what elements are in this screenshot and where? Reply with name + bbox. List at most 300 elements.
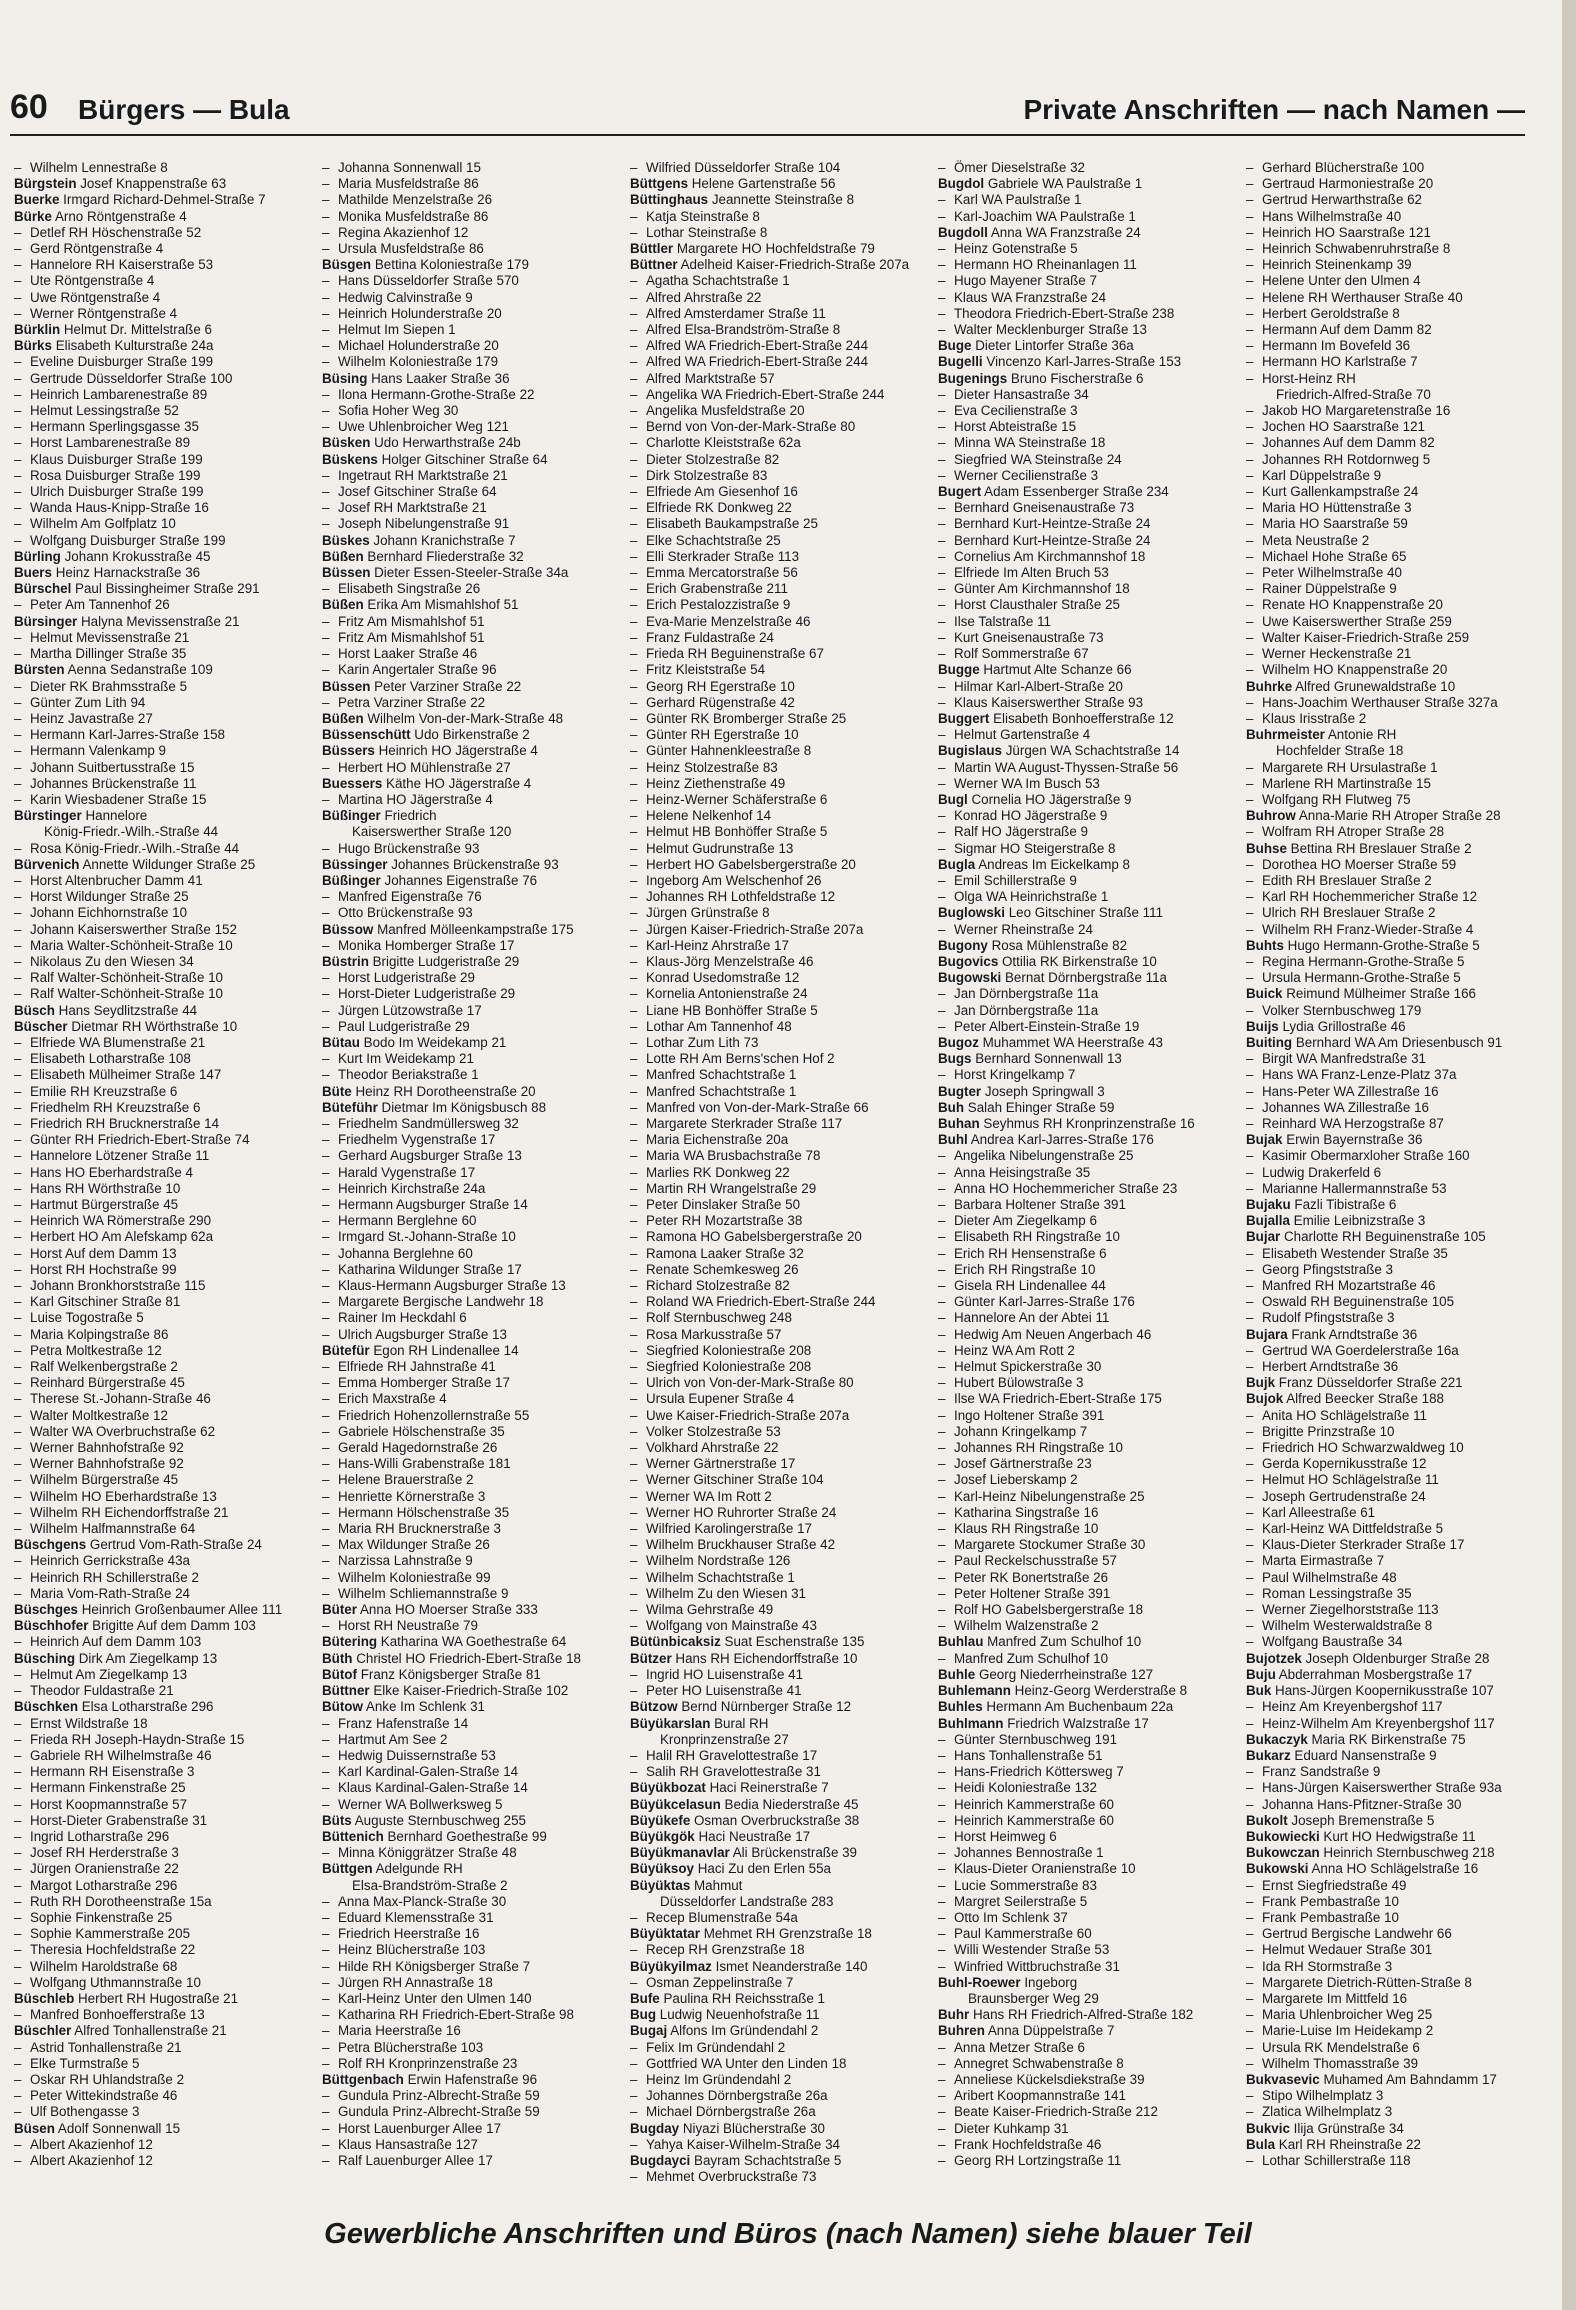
surname-entry bbox=[1246, 1019, 1548, 1035]
surname: Bujalla bbox=[1246, 1213, 1290, 1229]
entry-text: Andrea Karl-Jarres-Straße 176 bbox=[970, 1132, 1154, 1148]
repeat-dash: – bbox=[14, 419, 22, 435]
list-item bbox=[938, 2104, 1240, 2120]
entry-text: Dieter Kuhkamp 31 bbox=[954, 2120, 1069, 2136]
entry-text: Theodor Beriakstraße 1 bbox=[338, 1067, 479, 1083]
repeat-dash: – bbox=[1246, 289, 1254, 305]
surname-entry bbox=[938, 857, 1240, 873]
list-item bbox=[14, 1100, 316, 1116]
list-item bbox=[322, 2007, 624, 2023]
repeat-dash: – bbox=[322, 1197, 330, 1212]
entry-text: Monika Homberger Straße 17 bbox=[338, 937, 515, 953]
repeat-dash: – bbox=[630, 2071, 638, 2087]
repeat-dash: – bbox=[1246, 2023, 1254, 2039]
entry-text: Günter Am Kirchmannshof 18 bbox=[954, 581, 1130, 597]
list-item bbox=[938, 873, 1240, 889]
entry-text: Theodora Friedrich-Ebert-Straße 238 bbox=[954, 305, 1175, 321]
entry-text: Otto Brückenstraße 93 bbox=[338, 905, 473, 921]
surname: Büschler bbox=[14, 2023, 72, 2039]
surname-entry bbox=[938, 1084, 1240, 1100]
repeat-dash: – bbox=[1246, 354, 1254, 370]
entry-text: Heinrich Großenbaumer Allee 111 bbox=[81, 1602, 283, 1618]
surname: Bürvenich bbox=[14, 856, 80, 872]
repeat-dash: – bbox=[630, 565, 638, 581]
surname-entry bbox=[322, 743, 624, 759]
repeat-dash: – bbox=[630, 1423, 638, 1439]
entry-text: Gerda Kopernikusstraße 12 bbox=[1262, 1456, 1427, 1472]
list-item bbox=[14, 2088, 316, 2104]
surname: Bujk bbox=[1246, 1375, 1276, 1391]
repeat-dash: – bbox=[1246, 192, 1254, 208]
list-item bbox=[322, 1278, 624, 1294]
list-item bbox=[938, 1602, 1240, 1618]
list-item bbox=[630, 1391, 932, 1407]
repeat-dash: – bbox=[1246, 1148, 1254, 1164]
entry-text: Haci Zu den Erlen 55a bbox=[697, 1861, 831, 1877]
list-item bbox=[630, 2056, 932, 2072]
repeat-dash: – bbox=[14, 1893, 22, 1909]
list-item bbox=[630, 1197, 932, 1213]
repeat-dash: – bbox=[630, 1034, 638, 1050]
list-item bbox=[14, 1505, 316, 1521]
entry-text: Lothar Steinstraße 8 bbox=[646, 224, 768, 240]
repeat-dash: – bbox=[938, 1472, 946, 1488]
entry-text: Halyna Mevissenstraße 21 bbox=[80, 613, 240, 629]
repeat-dash: – bbox=[630, 1942, 638, 1958]
repeat-dash: – bbox=[322, 1294, 330, 1310]
surname-entry bbox=[14, 1537, 316, 1553]
entry-text: Hartmut Am See 2 bbox=[338, 1731, 448, 1747]
entry-text: Gerhard Augsburger Straße 13 bbox=[338, 1148, 522, 1164]
repeat-dash: – bbox=[938, 2136, 946, 2152]
list-item bbox=[322, 225, 624, 241]
repeat-dash: – bbox=[1246, 1504, 1254, 1520]
surname-entry bbox=[322, 371, 624, 387]
repeat-dash: – bbox=[14, 1504, 22, 1520]
entry-text: Wilhelm Lennestraße 8 bbox=[30, 160, 168, 175]
repeat-dash: – bbox=[938, 597, 946, 613]
entry-text: Frank Pembastraße 10 bbox=[1262, 1893, 1399, 1909]
repeat-dash: – bbox=[322, 2007, 330, 2023]
entry-text: Josef RH Marktstraße 21 bbox=[338, 500, 487, 516]
entry-text: Hugo Brückenstraße 93 bbox=[338, 840, 480, 856]
list-item bbox=[322, 1327, 624, 1343]
list-item bbox=[14, 889, 316, 905]
entry-text: Johannes Dörnbergstraße 26a bbox=[646, 2088, 828, 2104]
entry-text: Jakob HO Margaretenstraße 16 bbox=[1262, 403, 1451, 419]
entry-text: Alfred Amsterdamer Straße 11 bbox=[646, 305, 826, 321]
list-item bbox=[322, 2153, 624, 2169]
surname-entry bbox=[322, 954, 624, 970]
surname: Bütünbicaksiz bbox=[630, 1634, 721, 1650]
list-item bbox=[938, 403, 1240, 419]
entry-text: Johann Kaiserswerther Straße 152 bbox=[30, 921, 237, 937]
entry-text: Stipo Wilhelmplatz 3 bbox=[1262, 2088, 1384, 2104]
entry-text: Hannelore An der Abtei 11 bbox=[954, 1310, 1110, 1326]
repeat-dash: – bbox=[14, 1909, 22, 1925]
entry-text: Petra Varziner Straße 22 bbox=[338, 694, 486, 710]
column-1 bbox=[14, 160, 316, 2190]
list-item bbox=[630, 1100, 932, 1116]
list-item bbox=[630, 1229, 932, 1245]
list-item bbox=[14, 1570, 316, 1586]
list-item bbox=[1246, 1926, 1548, 1942]
surname: Bugter bbox=[938, 1083, 982, 1099]
repeat-dash: – bbox=[630, 500, 638, 516]
entry-text: Alfred Elsa-Brandström-Straße 8 bbox=[646, 322, 841, 338]
entry-text: Wilhelm Bruckhauser Straße 42 bbox=[646, 1537, 836, 1553]
entry-text: Ingo Holtener Straße 391 bbox=[954, 1407, 1105, 1423]
surname: Büsken bbox=[322, 435, 371, 451]
repeat-dash: – bbox=[14, 1440, 22, 1456]
entry-text: Barbara Holtener Straße 391 bbox=[954, 1197, 1126, 1212]
list-item bbox=[630, 857, 932, 873]
repeat-dash: – bbox=[630, 1569, 638, 1585]
repeat-dash: – bbox=[938, 273, 946, 289]
repeat-dash: – bbox=[630, 1764, 638, 1780]
repeat-dash: – bbox=[14, 1326, 22, 1342]
surname: Buijs bbox=[1246, 1018, 1279, 1034]
list-item bbox=[1246, 2056, 1548, 2072]
repeat-dash: – bbox=[938, 257, 946, 273]
list-item bbox=[322, 1019, 624, 1035]
repeat-dash: – bbox=[630, 484, 638, 500]
name-range: Bürgers — Bula bbox=[78, 94, 290, 125]
entry-text: Brigitte Ludgeristraße 29 bbox=[372, 953, 520, 969]
list-item bbox=[1246, 1051, 1548, 1067]
entry-text: Heinz Harnackstraße 36 bbox=[55, 565, 201, 581]
repeat-dash: – bbox=[630, 1683, 638, 1699]
entry-text: Eva Cecilienstraße 3 bbox=[954, 403, 1078, 419]
entry-text: Hartmut Bürgerstraße 45 bbox=[30, 1197, 179, 1212]
list-item bbox=[938, 2153, 1240, 2169]
surname-entry bbox=[1246, 1651, 1548, 1667]
surname: Bugdayci bbox=[630, 2152, 691, 2168]
surname: Büssen bbox=[322, 565, 371, 581]
surname: Büssen bbox=[322, 678, 371, 694]
repeat-dash: – bbox=[322, 1521, 330, 1537]
repeat-dash: – bbox=[938, 678, 946, 694]
surname: Buers bbox=[14, 565, 52, 581]
list-item bbox=[938, 2056, 1240, 2072]
repeat-dash: – bbox=[630, 467, 638, 483]
repeat-dash: – bbox=[1246, 257, 1254, 273]
entry-text: Margret Seilerstraße 5 bbox=[954, 1893, 1088, 1909]
entry-text: Leo Gitschiner Straße 111 bbox=[1008, 905, 1164, 921]
entry-text: Elsa Lotharstraße 296 bbox=[81, 1699, 214, 1715]
surname: Buhan bbox=[938, 1115, 980, 1131]
list-item bbox=[630, 711, 932, 727]
list-item bbox=[938, 776, 1240, 792]
list-item bbox=[1246, 1780, 1548, 1796]
list-item bbox=[14, 2040, 316, 2056]
surname: Bukowczan bbox=[1246, 1845, 1320, 1861]
surname-entry bbox=[1246, 938, 1548, 954]
column-4 bbox=[938, 160, 1240, 2190]
repeat-dash: – bbox=[938, 565, 946, 581]
entry-text: Klaus Kaiserswerther Straße 93 bbox=[954, 694, 1144, 710]
repeat-dash: – bbox=[322, 1974, 330, 1990]
entry-text: Birgit WA Manfredstraße 31 bbox=[1262, 1051, 1426, 1067]
repeat-dash: – bbox=[322, 905, 330, 921]
list-item bbox=[14, 1197, 316, 1213]
surname: Bukvasevic bbox=[1246, 2071, 1320, 2087]
entry-text: Jan Dörnbergstraße 11a bbox=[954, 986, 1099, 1002]
repeat-dash: – bbox=[630, 775, 638, 791]
list-item bbox=[938, 500, 1240, 516]
entry-text: Siegfried WA Steinstraße 24 bbox=[954, 451, 1122, 467]
entry-text: Karl Kardinal-Galen-Straße 14 bbox=[338, 1764, 519, 1780]
repeat-dash: – bbox=[938, 1877, 946, 1893]
repeat-dash: – bbox=[322, 1132, 330, 1148]
entry-text: Friedhelm RH Kreuzstraße 6 bbox=[30, 1099, 201, 1115]
repeat-dash: – bbox=[322, 1391, 330, 1407]
repeat-dash: – bbox=[14, 678, 22, 694]
repeat-dash: – bbox=[322, 1326, 330, 1342]
repeat-dash: – bbox=[938, 889, 946, 905]
surname: Büyükgök bbox=[630, 1828, 695, 1844]
repeat-dash: – bbox=[630, 1164, 638, 1180]
surname-entry bbox=[14, 1991, 316, 2007]
entry-text: Michael Dörnbergstraße 26a bbox=[646, 2104, 816, 2120]
entry-text: Reinhard Bürgerstraße 45 bbox=[30, 1375, 185, 1391]
surname: Büssinger bbox=[322, 856, 388, 872]
list-item bbox=[938, 1926, 1240, 1942]
column-5 bbox=[1246, 160, 1548, 2190]
list-item bbox=[14, 468, 316, 484]
entry-text: Anna-Marie RH Atroper Straße 28 bbox=[1298, 808, 1501, 824]
entry-text: Hermann Valenkamp 9 bbox=[30, 743, 166, 759]
list-item bbox=[322, 1294, 624, 1310]
entry-text: Karl RH Hochemmericher Straße 12 bbox=[1262, 889, 1478, 905]
list-item bbox=[1246, 646, 1548, 662]
list-item bbox=[322, 387, 624, 403]
list-item bbox=[630, 1521, 932, 1537]
entry-text: Peter Wittekindstraße 46 bbox=[30, 2088, 178, 2104]
repeat-dash: – bbox=[630, 743, 638, 759]
entry-text: Werner Heckenstraße 21 bbox=[1262, 646, 1412, 662]
surname-entry bbox=[938, 2007, 1240, 2023]
entry-text: Ismet Neanderstraße 140 bbox=[715, 1958, 868, 1974]
surname: Büstrin bbox=[322, 953, 369, 969]
list-item bbox=[630, 630, 932, 646]
repeat-dash: – bbox=[630, 1261, 638, 1277]
repeat-dash: – bbox=[322, 1213, 330, 1229]
list-item bbox=[14, 1213, 316, 1229]
surname: Büttgenbach bbox=[322, 2071, 404, 2087]
repeat-dash: – bbox=[630, 1067, 638, 1083]
list-item bbox=[1246, 662, 1548, 678]
list-item bbox=[1246, 1294, 1548, 1310]
surname: Büteführ bbox=[322, 1099, 378, 1115]
list-item bbox=[14, 1035, 316, 1051]
surname: Büschges bbox=[14, 1602, 78, 1618]
surname-entry bbox=[1246, 1035, 1548, 1051]
repeat-dash: – bbox=[938, 2071, 946, 2087]
entry-text: Ralf Walter-Schönheit-Straße 10 bbox=[30, 986, 224, 1002]
entry-text: Werner WA Bollwerksweg 5 bbox=[338, 1796, 503, 1812]
surname: Buhr bbox=[938, 2007, 970, 2023]
entry-text: Heinz-Georg Werderstraße 8 bbox=[1014, 1683, 1188, 1699]
repeat-dash: – bbox=[630, 1909, 638, 1925]
entry-text: Lothar Zum Lith 73 bbox=[646, 1034, 759, 1050]
repeat-dash: – bbox=[14, 1780, 22, 1796]
entry-text: Hugo Hermann-Grothe-Straße 5 bbox=[1287, 937, 1480, 953]
entry-text: Wolfgang RH Flutweg 75 bbox=[1262, 791, 1411, 807]
list-item bbox=[938, 290, 1240, 306]
repeat-dash: – bbox=[322, 1261, 330, 1277]
repeat-dash: – bbox=[1246, 1780, 1254, 1796]
list-item bbox=[1246, 403, 1548, 419]
repeat-dash: – bbox=[630, 953, 638, 969]
list-item bbox=[1246, 1634, 1548, 1650]
repeat-dash: – bbox=[14, 2136, 22, 2152]
list-item bbox=[630, 873, 932, 889]
entry-text: Johann Krokusstraße 45 bbox=[64, 548, 211, 564]
surname: Bürling bbox=[14, 548, 61, 564]
repeat-dash: – bbox=[630, 581, 638, 597]
list-item bbox=[322, 1310, 624, 1326]
list-item bbox=[630, 1489, 932, 1505]
surname: Bütering bbox=[322, 1634, 378, 1650]
repeat-dash: – bbox=[322, 516, 330, 532]
list-item bbox=[322, 1067, 624, 1083]
surname-entry bbox=[14, 1602, 316, 1618]
entry-text: Günter Karl-Jarres-Straße 176 bbox=[954, 1294, 1135, 1310]
entry-text: Horst Ludgeristraße 29 bbox=[338, 970, 475, 986]
entry-text: Heinrich HO Jägerstraße 4 bbox=[378, 743, 538, 759]
entry-text: Dietmar Im Königsbusch 88 bbox=[381, 1099, 547, 1115]
list-item bbox=[14, 922, 316, 938]
list-item bbox=[630, 1570, 932, 1586]
list-item bbox=[14, 1310, 316, 1326]
surname-entry bbox=[630, 1829, 932, 1845]
repeat-dash: – bbox=[322, 937, 330, 953]
surname: Bugenings bbox=[938, 370, 1008, 386]
repeat-dash: – bbox=[14, 775, 22, 791]
list-item bbox=[630, 225, 932, 241]
entry-text: Walter Moltkestraße 12 bbox=[30, 1407, 168, 1423]
entry-text: Heinz Im Gründendahl 2 bbox=[646, 2071, 792, 2087]
entry-text: Hannelore RH Kaiserstraße 53 bbox=[30, 257, 214, 273]
page-number: 60 bbox=[10, 88, 48, 126]
list-item bbox=[1246, 160, 1548, 176]
surname-entry bbox=[1246, 841, 1548, 857]
repeat-dash: – bbox=[630, 386, 638, 402]
entry-text: Hermann HO Rheinanlagen 11 bbox=[954, 257, 1137, 273]
entry-text: Irmgard St.-Johann-Straße 10 bbox=[338, 1229, 516, 1245]
repeat-dash: – bbox=[322, 1488, 330, 1504]
repeat-dash: – bbox=[630, 548, 638, 564]
entry-text: Bayram Schachtstraße 5 bbox=[694, 2152, 842, 2168]
list-item bbox=[1246, 2007, 1548, 2023]
entry-text: Willi Westender Straße 53 bbox=[954, 1942, 1110, 1958]
entry-text: Wilhelm Bürgerstraße 45 bbox=[30, 1472, 179, 1488]
repeat-dash: – bbox=[14, 500, 22, 516]
repeat-dash: – bbox=[322, 273, 330, 289]
repeat-dash: – bbox=[322, 1018, 330, 1034]
list-item bbox=[938, 160, 1240, 176]
list-item bbox=[630, 1246, 932, 1262]
surname: Buiting bbox=[1246, 1034, 1293, 1050]
list-item bbox=[630, 1132, 932, 1148]
entry-text: Maria Walter-Schönheit-Straße 10 bbox=[30, 937, 233, 953]
list-item bbox=[938, 1618, 1240, 1634]
entry-text: Dieter Am Ziegelkamp 6 bbox=[954, 1213, 1097, 1229]
surname-entry bbox=[938, 1051, 1240, 1067]
repeat-dash: – bbox=[14, 1764, 22, 1780]
list-item bbox=[322, 1229, 624, 1245]
repeat-dash: – bbox=[938, 516, 946, 532]
surname: Büttner bbox=[630, 257, 678, 273]
entry-text: Manfred Eigenstraße 76 bbox=[338, 889, 482, 905]
list-item bbox=[322, 2023, 624, 2039]
repeat-dash: – bbox=[630, 986, 638, 1002]
list-item bbox=[14, 1780, 316, 1796]
entry-text: Paul Wilhelmstraße 48 bbox=[1262, 1569, 1397, 1585]
entry-text: Ruth RH Dorotheenstraße 15a bbox=[30, 1893, 212, 1909]
list-item bbox=[14, 1391, 316, 1407]
entry-text: Dirk Stolzestraße 83 bbox=[646, 467, 768, 483]
entry-text: Reinhard WA Herzogstraße 87 bbox=[1262, 1115, 1444, 1131]
entry-text: Sophie Finkenstraße 25 bbox=[30, 1909, 173, 1925]
surname-entry bbox=[14, 192, 316, 208]
repeat-dash: – bbox=[322, 2023, 330, 2039]
list-item bbox=[1246, 1602, 1548, 1618]
entry-text: Josef Gärtnerstraße 23 bbox=[954, 1456, 1092, 1472]
repeat-dash: – bbox=[1246, 1537, 1254, 1553]
entry-text: Elfriede WA Blumenstraße 21 bbox=[30, 1034, 206, 1050]
list-item bbox=[1246, 1716, 1548, 1732]
list-item bbox=[322, 2121, 624, 2137]
entry-text: Therese St.-Johann-Straße 46 bbox=[30, 1391, 211, 1407]
repeat-dash: – bbox=[938, 824, 946, 840]
repeat-dash: – bbox=[938, 1569, 946, 1585]
surname: Bürsten bbox=[14, 662, 65, 678]
entry-text: Walter Kaiser-Friedrich-Straße 259 bbox=[1262, 629, 1470, 645]
entry-text: Hans Düsseldorfer Straße 570 bbox=[338, 273, 519, 289]
entry-text: Johann Suitbertusstraße 15 bbox=[30, 759, 195, 775]
list-item bbox=[322, 500, 624, 516]
entry-text: Alfred Tonhallenstraße 21 bbox=[74, 2023, 227, 2039]
entry-text: Eduard Nansenstraße 9 bbox=[1294, 1747, 1437, 1763]
surname-entry bbox=[1246, 2137, 1548, 2153]
repeat-dash: – bbox=[14, 2152, 22, 2168]
entry-text: Paul Ludgeristraße 29 bbox=[338, 1018, 470, 1034]
list-item bbox=[938, 435, 1240, 451]
repeat-dash: – bbox=[14, 597, 22, 613]
entry-text: Josef Gitschiner Straße 64 bbox=[338, 484, 497, 500]
repeat-dash: – bbox=[938, 1764, 946, 1780]
list-item bbox=[14, 954, 316, 970]
repeat-dash: – bbox=[14, 710, 22, 726]
list-item bbox=[938, 1991, 1240, 2007]
entry-text: Felix Im Gründendahl 2 bbox=[646, 2039, 786, 2055]
entry-text: Cornelius Am Kirchmannshof 18 bbox=[954, 548, 1146, 564]
list-item bbox=[938, 986, 1240, 1002]
list-item bbox=[322, 1003, 624, 1019]
entry-text: Ramona HO Gabelsbergerstraße 20 bbox=[646, 1229, 862, 1245]
entry-text: Rainer Düppelstraße 9 bbox=[1262, 581, 1397, 597]
repeat-dash: – bbox=[938, 2088, 946, 2104]
entry-text: Friedrich RH Brucknerstraße 14 bbox=[30, 1115, 220, 1131]
surname-entry bbox=[630, 257, 932, 273]
list-item bbox=[322, 1521, 624, 1537]
repeat-dash: – bbox=[1246, 565, 1254, 581]
list-item bbox=[322, 2088, 624, 2104]
list-item bbox=[938, 1213, 1240, 1229]
repeat-dash: – bbox=[1246, 338, 1254, 354]
